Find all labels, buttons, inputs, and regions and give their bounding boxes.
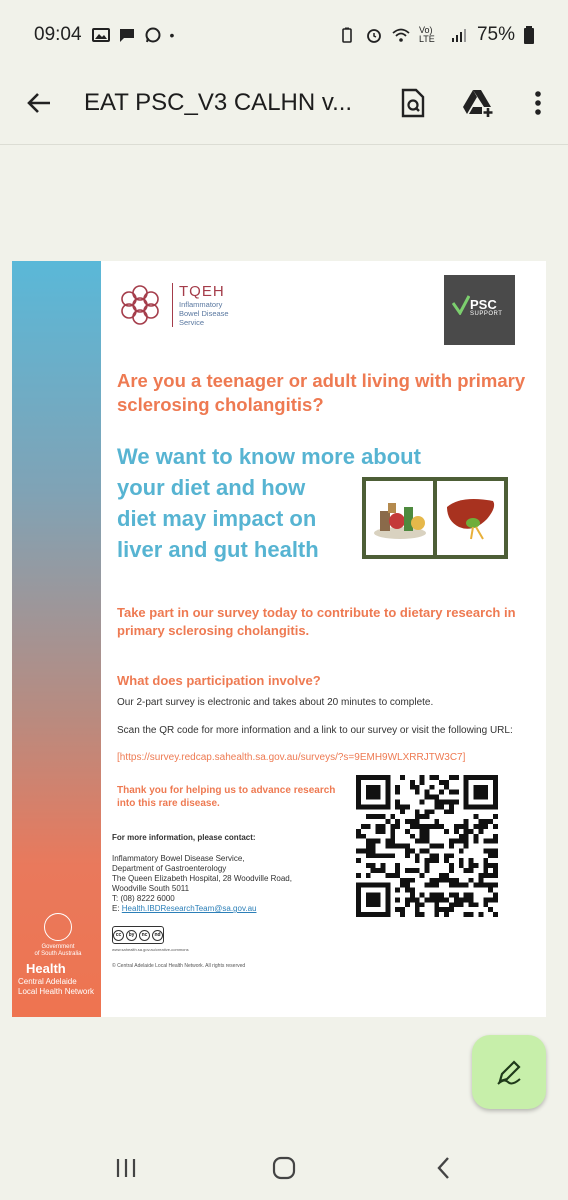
qr-instructions: Scan the QR code for more information and a link to our survey or visit the following URL: bbox=[117, 725, 513, 736]
edit-pen-icon bbox=[494, 1057, 524, 1087]
liver-image bbox=[433, 481, 504, 555]
app-toolbar bbox=[0, 72, 568, 134]
sa-government-logo: Government of South Australia bbox=[28, 913, 88, 958]
tqeh-name: TQEH bbox=[179, 283, 225, 300]
participation-heading: What does participation involve? bbox=[117, 673, 321, 688]
nav-back-icon bbox=[436, 1156, 452, 1180]
tqeh-logo bbox=[118, 283, 229, 327]
battery-saver-icon bbox=[338, 27, 356, 43]
take-part-text: Take part in our survey today to contribute to dietary research in primary sclerosing cholangitis. bbox=[117, 605, 516, 638]
search-document-button[interactable] bbox=[393, 83, 433, 123]
network-type: Vo) LTE bbox=[418, 25, 435, 44]
headline: Are you a teenager or adult living with primary sclerosing cholangitis? bbox=[117, 370, 526, 415]
by-icon: by bbox=[126, 930, 137, 941]
battery-icon bbox=[524, 26, 534, 44]
diet-liver-illustration bbox=[362, 477, 508, 559]
document-page[interactable] bbox=[12, 261, 546, 1017]
psc-support-logo: PSC SUPPORT bbox=[444, 275, 515, 345]
document-title: EAT PSC_V3 CALHN v... bbox=[84, 89, 353, 116]
crest-icon bbox=[44, 913, 72, 941]
whatsapp-icon bbox=[144, 27, 162, 43]
rose-emblem-icon bbox=[118, 283, 162, 327]
cc-url: www.sahealth.sa.gov.au/creative-commons bbox=[112, 947, 189, 952]
liver-icon bbox=[443, 493, 499, 543]
health-network-name: Central Adelaide Local Health Network bbox=[18, 977, 95, 996]
nc-icon: nc bbox=[139, 930, 150, 941]
system-nav-bar bbox=[0, 1134, 568, 1200]
recents-icon bbox=[114, 1157, 138, 1179]
creative-commons-badge bbox=[112, 926, 164, 944]
survey-url[interactable]: [https://survey.redcap.sahealth.sa.gov.au/surveys/?s=9EMH9WLXRRJTW3C7] bbox=[117, 752, 466, 763]
psc-check-icon bbox=[452, 295, 470, 315]
contact-heading: For more information, please contact: bbox=[112, 833, 256, 842]
wifi-icon bbox=[392, 27, 410, 43]
toolbar-divider bbox=[0, 144, 568, 145]
food-image bbox=[366, 481, 433, 555]
more-options-button[interactable] bbox=[518, 83, 558, 123]
more-vertical-icon bbox=[534, 90, 542, 116]
recents-button[interactable] bbox=[112, 1154, 140, 1182]
system-icons bbox=[338, 24, 534, 46]
blue-heading: We want to know more about your diet and how diet may impact on liver and gut health bbox=[117, 444, 421, 562]
copyright-text: © Central Adelaide Local Health Network. All rights reserved bbox=[112, 963, 246, 969]
status-time: 09:04 bbox=[34, 24, 82, 45]
side-color-strip bbox=[12, 261, 101, 1017]
battery-percent: 75% bbox=[476, 24, 515, 45]
survey-description: Our 2-part survey is electronic and takes about 20 minutes to complete. bbox=[117, 697, 434, 708]
home-button[interactable] bbox=[270, 1154, 298, 1182]
contact-address: Inflammatory Bowel Disease Service, Department of Gastroenterology The Queen Elizabeth Hospital, 28 Woodville Road, Woodville South 5011 T: (08) 8222 6000 E: Health.IBDResearchTeam@sa.gov.au bbox=[112, 854, 292, 913]
nav-back-button[interactable] bbox=[430, 1154, 458, 1182]
alarm-icon bbox=[365, 27, 383, 43]
thank-you-text: Thank you for helping us to advance research into this rare disease. bbox=[117, 785, 336, 809]
notification-dot: • bbox=[169, 27, 175, 43]
notification-icons bbox=[92, 27, 175, 43]
home-icon bbox=[271, 1155, 297, 1181]
signal-icon bbox=[450, 27, 468, 43]
chat-icon bbox=[118, 27, 136, 43]
google-drive-add-icon bbox=[462, 88, 494, 118]
nd-icon: nd bbox=[152, 930, 163, 941]
edit-fab-button[interactable] bbox=[472, 1035, 546, 1109]
image-icon bbox=[92, 27, 110, 43]
arrow-left-icon bbox=[26, 90, 52, 116]
cc-icon: cc bbox=[113, 930, 124, 941]
status-bar bbox=[0, 0, 568, 70]
tqeh-service: Inflammatory Bowel Disease Service bbox=[179, 300, 229, 327]
qr-code bbox=[356, 775, 498, 917]
back-button[interactable] bbox=[24, 88, 54, 118]
contact-email-link[interactable]: Health.IBDResearchTeam@sa.gov.au bbox=[121, 904, 257, 913]
add-to-drive-button[interactable] bbox=[458, 83, 498, 123]
food-icon bbox=[370, 493, 430, 543]
health-wordmark: Health bbox=[26, 961, 66, 976]
search-document-icon bbox=[400, 88, 426, 118]
